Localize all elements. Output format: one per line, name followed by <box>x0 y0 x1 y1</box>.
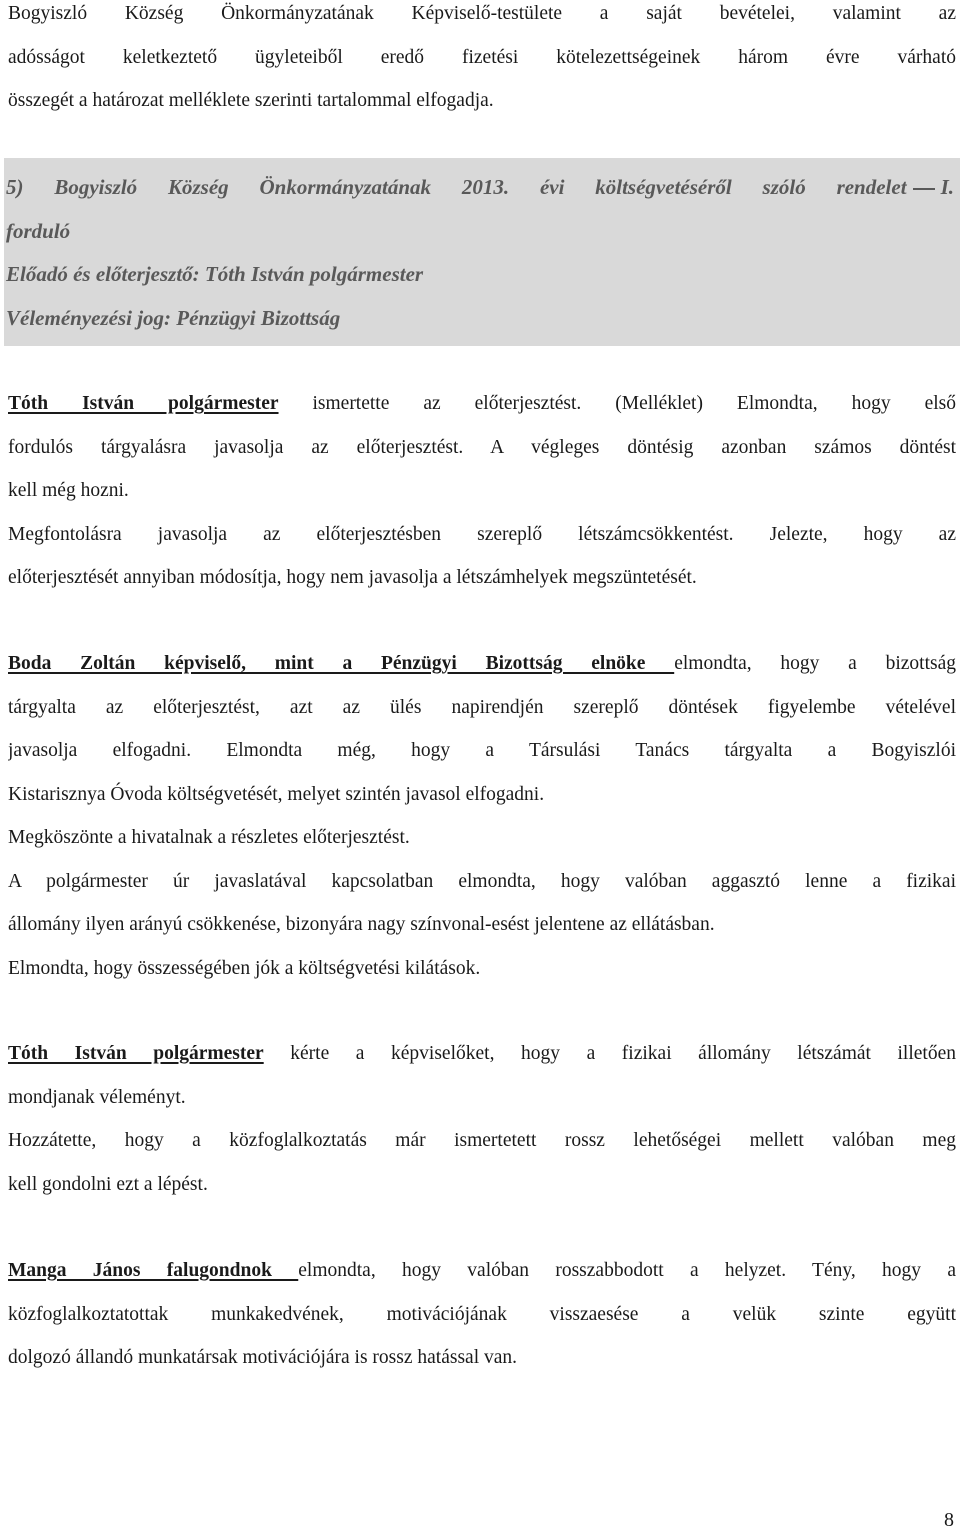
speaker-name: Tóth István polgármester <box>8 393 279 414</box>
section3-line-2: mondjanak véleményt. <box>8 1086 186 1108</box>
agenda-title-continued: forduló <box>6 218 71 243</box>
section2-line-6: A polgármester úr javaslatával kapcsolatban elmondta, hogy valóban aggasztó lenne a fizikai <box>8 870 956 892</box>
agenda-reviewer: Véleményezési jog: Pénzügyi Bizottság <box>6 305 341 330</box>
section2-line-2: tárgyalta az előterjesztést, azt az ülés napirendjén szereplő döntések figyelembe vételével <box>8 696 956 718</box>
section2-line-4: Kistarisznya Óvoda költségvetését, melyet szintén javasol elfogadni. <box>8 783 545 805</box>
agenda-item <box>6 164 954 340</box>
section3-line-1: Tóth István polgármester kérte a képviselőket, hogy a fizikai állomány létszámát illetően <box>8 1043 956 1064</box>
dash-mark <box>913 188 935 190</box>
agenda-presenter: Előadó és előterjesztő: Tóth István polgármester <box>6 262 424 286</box>
section4-line-3: dolgozó állandó munkatársak motivációjára is rossz hatással van. <box>8 1347 518 1368</box>
section1-line-3: kell még hozni. <box>8 480 129 501</box>
section1-paragraph <box>8 382 956 600</box>
section1-line-5: előterjesztését annyiban módosítja, hogy nem javasolja a létszámhelyek megszüntetését. <box>8 567 697 588</box>
section2-line-1: Boda Zoltán képviselő, mint a Pénzügyi Bizottság elnöke elmondta, hogy a bizottság <box>8 653 956 674</box>
agenda-title: 5) Bogyiszló Község Önkormányzatának 2013. évi költségvetéséről szóló rendelet I. <box>6 175 954 199</box>
section2-paragraph <box>8 642 956 990</box>
speaker-name: Boda Zoltán képviselő, mint a Pénzügyi Bizottság elnöke <box>8 653 675 674</box>
intro-line-3: összegét a határozat melléklete szerinti tartalommal elfogadja. <box>8 90 494 111</box>
section3-line-4: kell gondolni ezt a lépést. <box>8 1173 208 1195</box>
section4-paragraph <box>8 1249 956 1380</box>
page-number: 8 <box>944 1509 954 1531</box>
speaker-name: Tóth István polgármester <box>8 1043 264 1064</box>
section4-line-1: Manga János falugondnok elmondta, hogy valóban rosszabbodott a helyzet. Tény, hogy a <box>8 1260 956 1281</box>
section2-line-3: javasolja elfogadni. Elmondta még, hogy a Társulási Tanács tárgyalta a Bogyiszlói <box>8 740 956 761</box>
section1-line-1: Tóth István polgármester ismertette az előterjesztést. (Melléklet) Elmondta, hogy első <box>8 393 956 414</box>
section1-line-2: fordulós tárgyalásra javasolja az előterjesztést. A végleges döntésig azonban számos döntést <box>8 436 956 458</box>
section1-line-4: Megfontolásra javasolja az előterjesztésben szereplő létszámcsökkentést. Jelezte, hogy az <box>8 523 956 545</box>
section4-line-2: közfoglalkoztatottak munkakedvének, motivációjának visszaesése a velük szinte együtt <box>8 1303 956 1325</box>
section2-line-7: állomány ilyen arányú csökkenése, bizonyára nagy színvonal-esést jelentene az ellátásban. <box>8 914 715 935</box>
section2-line-8: Elmondta, hogy összességében jók a költségvetési kilátások. <box>8 957 481 979</box>
intro-line-2: adósságot keletkeztető ügyleteiből eredő fizetési kötelezettségeinek három évre várható <box>8 46 956 68</box>
intro-paragraph <box>8 0 956 123</box>
section3-paragraph <box>8 1032 956 1206</box>
intro-line-1: Bogyiszló Község Önkormányzatának Képviselő-testülete a saját bevételei, valamint az <box>8 3 956 24</box>
section3-line-3: Hozzátette, hogy a közfoglalkoztatás már ismertetett rossz lehetőségei mellett valóban meg <box>8 1130 956 1151</box>
speaker-name: Manga János falugondnok <box>8 1260 299 1281</box>
section2-line-5: Megköszönte a hivatalnak a részletes előterjesztést. <box>8 827 410 848</box>
